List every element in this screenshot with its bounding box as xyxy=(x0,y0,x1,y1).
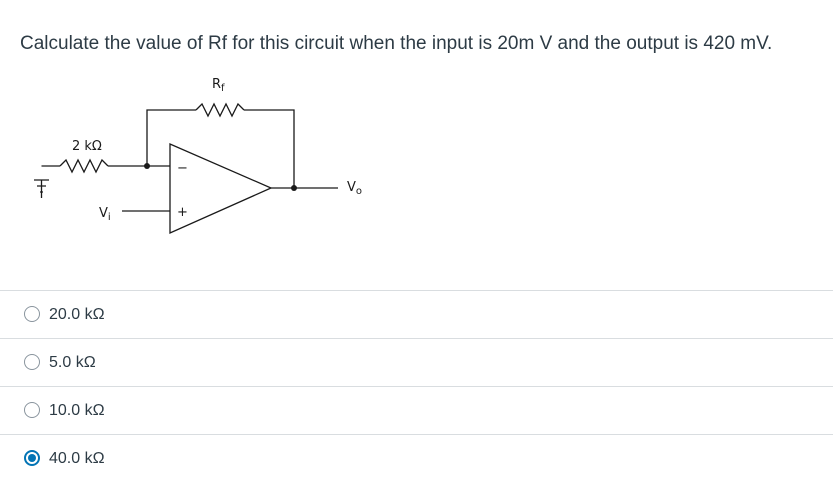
answer-label: 10.0 kΩ xyxy=(49,401,105,419)
question-text: Calculate the value of Rf for this circuit when the input is 20m V and the output is 420 mV. xyxy=(20,33,773,54)
ground-symbol xyxy=(34,180,49,198)
vi-label: $V_i$ xyxy=(99,206,111,223)
answer-label: 20.0 kΩ xyxy=(49,305,105,323)
answer-option-4[interactable] xyxy=(0,434,833,482)
radio-button[interactable] xyxy=(24,450,40,466)
radio-button[interactable] xyxy=(24,306,40,322)
vo-label: $V_o$ xyxy=(347,180,363,197)
answer-label: 40.0 kΩ xyxy=(49,449,105,467)
inverting-sign: − xyxy=(177,161,188,176)
feedback-resistor xyxy=(196,104,244,116)
rf-label: $R_f$ xyxy=(212,77,225,94)
radio-button[interactable] xyxy=(24,354,40,370)
answer-option-2[interactable] xyxy=(0,338,833,386)
feedback-junction-dot xyxy=(144,163,150,169)
radio-button[interactable] xyxy=(24,402,40,418)
feedback-wire xyxy=(147,110,196,165)
output-junction-dot xyxy=(291,185,297,191)
answer-option-3[interactable] xyxy=(0,386,833,434)
r1-label: 2 kΩ xyxy=(72,139,102,154)
noninverting-sign: + xyxy=(177,205,188,220)
feedback-wire-right xyxy=(244,110,294,188)
answer-label: 5.0 kΩ xyxy=(49,353,96,371)
answer-option-1[interactable] xyxy=(0,290,833,338)
answer-list xyxy=(0,290,833,482)
input-resistor xyxy=(60,160,108,172)
